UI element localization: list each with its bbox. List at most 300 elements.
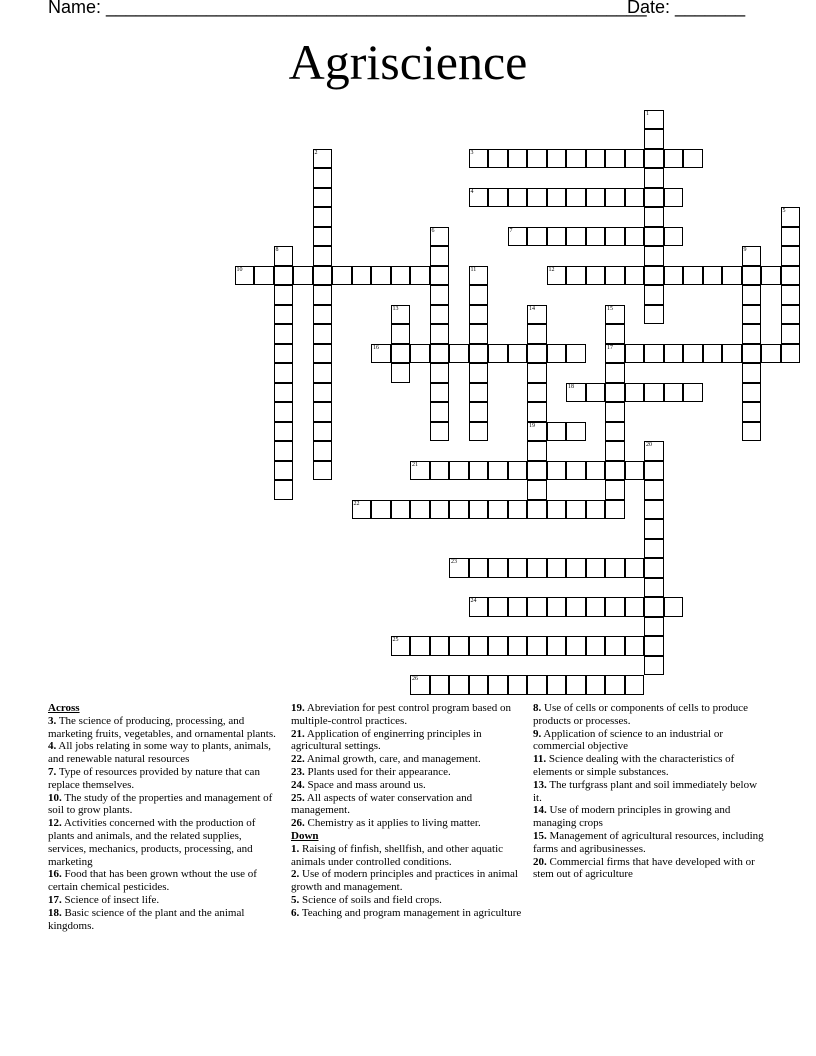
- grid-cell[interactable]: [664, 188, 684, 208]
- grid-cell[interactable]: [527, 675, 547, 695]
- grid-cell[interactable]: [605, 305, 625, 325]
- grid-cell[interactable]: [430, 636, 450, 656]
- grid-cell[interactable]: [605, 266, 625, 286]
- grid-cell[interactable]: [527, 461, 547, 481]
- grid-cell[interactable]: [313, 305, 333, 325]
- grid-cell[interactable]: [391, 266, 411, 286]
- grid-cell[interactable]: [410, 675, 430, 695]
- clue-text: Science of soils and field crops.: [302, 893, 442, 906]
- grid-cell[interactable]: [605, 363, 625, 383]
- grid-cell[interactable]: [605, 188, 625, 208]
- grid-cell[interactable]: [605, 344, 625, 364]
- grid-cell[interactable]: [683, 266, 703, 286]
- grid-cell[interactable]: [274, 266, 294, 286]
- grid-cell[interactable]: [352, 266, 372, 286]
- across-clue: [291, 702, 523, 728]
- grid-cell[interactable]: [293, 266, 313, 286]
- down-clue: [533, 753, 765, 779]
- clue-number: 8: [275, 247, 279, 253]
- grid-cell[interactable]: [547, 597, 567, 617]
- grid-cell[interactable]: [527, 188, 547, 208]
- grid-cell[interactable]: [644, 539, 664, 559]
- grid-cell[interactable]: [430, 285, 450, 305]
- grid-cell[interactable]: [410, 344, 430, 364]
- grid-cell[interactable]: [274, 363, 294, 383]
- grid-cell[interactable]: [274, 344, 294, 364]
- grid-cell[interactable]: [664, 597, 684, 617]
- grid-cell[interactable]: [605, 500, 625, 520]
- clue-number: 25: [392, 637, 399, 643]
- grid-cell[interactable]: [547, 500, 567, 520]
- grid-cell[interactable]: [547, 636, 567, 656]
- clue-column-2: [291, 702, 523, 920]
- clue-text: Animal growth, care, and management.: [306, 753, 481, 766]
- clue-column-1: [48, 702, 280, 932]
- across-clue: [291, 792, 523, 818]
- clue-number: 3: [470, 149, 474, 156]
- grid-cell[interactable]: [508, 500, 528, 520]
- clue-number: 7: [509, 227, 513, 234]
- grid-cell[interactable]: [781, 207, 801, 227]
- grid-cell[interactable]: [313, 422, 333, 442]
- grid-cell[interactable]: [644, 129, 664, 149]
- grid-cell[interactable]: [644, 168, 664, 188]
- grid-cell[interactable]: [644, 519, 664, 539]
- clue-text: The turfgrass plant and soil immediately below it.: [533, 778, 758, 804]
- grid-cell[interactable]: [605, 441, 625, 461]
- grid-cell[interactable]: [488, 149, 508, 169]
- grid-cell[interactable]: [742, 246, 762, 266]
- grid-cell[interactable]: [781, 266, 801, 286]
- grid-cell[interactable]: [644, 578, 664, 598]
- grid-cell[interactable]: [625, 461, 645, 481]
- grid-cell[interactable]: [469, 461, 489, 481]
- grid-cell[interactable]: [488, 188, 508, 208]
- across-clue: [48, 907, 280, 933]
- grid-cell[interactable]: [644, 558, 664, 578]
- grid-cell[interactable]: [313, 246, 333, 266]
- down-clue: [291, 843, 523, 869]
- grid-cell[interactable]: [527, 324, 547, 344]
- clue-number: 17: [607, 344, 613, 351]
- grid-cell[interactable]: [605, 383, 625, 403]
- grid-cell[interactable]: [313, 324, 333, 344]
- grid-cell[interactable]: [430, 246, 450, 266]
- grid-cell[interactable]: [625, 597, 645, 617]
- grid-cell[interactable]: [566, 344, 586, 364]
- grid-cell[interactable]: [313, 188, 333, 208]
- grid-cell[interactable]: [469, 149, 489, 169]
- grid-cell[interactable]: [781, 324, 801, 344]
- grid-cell[interactable]: [644, 207, 664, 227]
- grid-cell[interactable]: [781, 227, 801, 247]
- grid-cell[interactable]: [508, 597, 528, 617]
- grid-cell[interactable]: [313, 402, 333, 422]
- grid-cell[interactable]: [391, 363, 411, 383]
- clue-text: Use of modern principles and practices in animal growth and management.: [291, 868, 518, 894]
- grid-cell[interactable]: [664, 344, 684, 364]
- grid-cell[interactable]: [313, 383, 333, 403]
- grid-cell[interactable]: [527, 500, 547, 520]
- grid-cell[interactable]: [547, 422, 567, 442]
- grid-cell[interactable]: [644, 285, 664, 305]
- clue-number-label: 18.: [48, 906, 62, 919]
- grid-cell[interactable]: [527, 363, 547, 383]
- grid-cell[interactable]: [371, 500, 391, 520]
- grid-cell[interactable]: [722, 266, 742, 286]
- grid-cell[interactable]: [313, 461, 333, 481]
- grid-cell[interactable]: [586, 188, 606, 208]
- grid-cell[interactable]: [313, 207, 333, 227]
- grid-cell[interactable]: [430, 363, 450, 383]
- grid-cell[interactable]: [566, 383, 586, 403]
- grid-cell[interactable]: [254, 266, 274, 286]
- grid-cell[interactable]: [449, 500, 469, 520]
- grid-cell[interactable]: [527, 480, 547, 500]
- grid-cell[interactable]: [527, 558, 547, 578]
- grid-cell[interactable]: [605, 402, 625, 422]
- grid-cell[interactable]: [274, 305, 294, 325]
- grid-cell[interactable]: [586, 266, 606, 286]
- grid-cell[interactable]: [547, 461, 567, 481]
- clue-number-label: 23.: [291, 765, 305, 778]
- grid-cell[interactable]: [508, 675, 528, 695]
- grid-cell[interactable]: [449, 461, 469, 481]
- clue-number: 1: [646, 110, 649, 117]
- grid-cell[interactable]: [274, 402, 294, 422]
- grid-cell[interactable]: [508, 188, 528, 208]
- grid-cell[interactable]: [742, 363, 762, 383]
- grid-cell[interactable]: [313, 285, 333, 305]
- grid-cell[interactable]: [644, 656, 664, 676]
- grid-cell[interactable]: [683, 149, 703, 169]
- grid-cell[interactable]: [430, 266, 450, 286]
- grid-cell[interactable]: [586, 636, 606, 656]
- grid-cell[interactable]: [274, 383, 294, 403]
- grid-cell[interactable]: [449, 344, 469, 364]
- grid-cell[interactable]: [566, 636, 586, 656]
- grid-cell[interactable]: [547, 344, 567, 364]
- grid-cell[interactable]: [742, 324, 762, 344]
- down-clue: [291, 868, 523, 894]
- grid-cell[interactable]: [469, 422, 489, 442]
- across-clue: [291, 817, 523, 830]
- clue-text: Application of enginerring principles in agricultural settings.: [291, 727, 482, 753]
- grid-cell[interactable]: [488, 344, 508, 364]
- grid-cell[interactable]: [625, 266, 645, 286]
- grid-cell[interactable]: [430, 344, 450, 364]
- grid-cell[interactable]: [449, 558, 469, 578]
- grid-cell[interactable]: [566, 149, 586, 169]
- grid-cell[interactable]: [469, 402, 489, 422]
- grid-cell[interactable]: [547, 266, 567, 286]
- grid-cell[interactable]: [605, 461, 625, 481]
- grid-cell[interactable]: [391, 500, 411, 520]
- clue-number-label: 22.: [291, 753, 305, 766]
- grid-cell[interactable]: [313, 266, 333, 286]
- grid-cell[interactable]: [313, 363, 333, 383]
- grid-cell[interactable]: [469, 344, 489, 364]
- grid-cell[interactable]: [430, 227, 450, 247]
- grid-cell[interactable]: [391, 305, 411, 325]
- grid-cell[interactable]: [410, 266, 430, 286]
- grid-cell[interactable]: [527, 344, 547, 364]
- grid-cell[interactable]: [527, 227, 547, 247]
- grid-cell[interactable]: [274, 285, 294, 305]
- grid-cell[interactable]: [586, 597, 606, 617]
- grid-cell[interactable]: [430, 402, 450, 422]
- clue-number: 13: [392, 305, 399, 312]
- grid-cell[interactable]: [527, 422, 547, 442]
- grid-cell[interactable]: [469, 636, 489, 656]
- date-field[interactable]: Date: _______: [627, 0, 746, 17]
- grid-cell[interactable]: [605, 227, 625, 247]
- grid-cell[interactable]: [625, 188, 645, 208]
- clue-number-label: 8.: [533, 702, 542, 714]
- clue-number: 26: [412, 676, 418, 682]
- grid-cell[interactable]: [644, 383, 664, 403]
- grid-cell[interactable]: [527, 441, 547, 461]
- grid-cell[interactable]: [644, 441, 664, 461]
- clue-number-label: 6.: [291, 906, 300, 919]
- grid-cell[interactable]: [430, 324, 450, 344]
- grid-cell[interactable]: [508, 344, 528, 364]
- grid-cell[interactable]: [644, 344, 664, 364]
- grid-cell[interactable]: [371, 344, 391, 364]
- grid-cell[interactable]: [547, 149, 567, 169]
- grid-cell[interactable]: [469, 558, 489, 578]
- grid-cell[interactable]: [547, 227, 567, 247]
- grid-cell[interactable]: [566, 422, 586, 442]
- grid-cell[interactable]: [488, 558, 508, 578]
- grid-cell[interactable]: [527, 636, 547, 656]
- grid-cell[interactable]: [664, 149, 684, 169]
- grid-cell[interactable]: [391, 344, 411, 364]
- grid-cell[interactable]: [410, 636, 430, 656]
- grid-cell[interactable]: [469, 188, 489, 208]
- grid-cell[interactable]: [644, 461, 664, 481]
- grid-cell[interactable]: [586, 383, 606, 403]
- down-clue: [533, 804, 765, 830]
- grid-cell[interactable]: [527, 597, 547, 617]
- grid-cell[interactable]: [703, 266, 723, 286]
- grid-cell[interactable]: [644, 110, 664, 130]
- grid-cell[interactable]: [644, 305, 664, 325]
- grid-cell[interactable]: [547, 558, 567, 578]
- grid-cell[interactable]: [469, 383, 489, 403]
- grid-cell[interactable]: [274, 422, 294, 442]
- grid-cell[interactable]: [352, 500, 372, 520]
- clue-number-label: 20.: [533, 855, 547, 868]
- clue-text: Plants used for their appearance.: [307, 765, 451, 778]
- grid-cell[interactable]: [664, 383, 684, 403]
- grid-cell[interactable]: [644, 227, 664, 247]
- grid-cell[interactable]: [625, 383, 645, 403]
- grid-cell[interactable]: [742, 285, 762, 305]
- grid-cell[interactable]: [761, 344, 781, 364]
- grid-cell[interactable]: [391, 636, 411, 656]
- grid-cell[interactable]: [781, 285, 801, 305]
- grid-cell[interactable]: [625, 636, 645, 656]
- grid-cell[interactable]: [566, 500, 586, 520]
- grid-cell[interactable]: [527, 305, 547, 325]
- grid-cell[interactable]: [566, 461, 586, 481]
- grid-cell[interactable]: [742, 344, 762, 364]
- grid-cell[interactable]: [566, 266, 586, 286]
- grid-cell[interactable]: [508, 227, 528, 247]
- grid-cell[interactable]: [274, 461, 294, 481]
- grid-cell[interactable]: [391, 324, 411, 344]
- grid-cell[interactable]: [644, 246, 664, 266]
- clue-number: 5: [782, 208, 786, 214]
- grid-cell[interactable]: [449, 636, 469, 656]
- grid-cell[interactable]: [605, 480, 625, 500]
- grid-cell[interactable]: [644, 500, 664, 520]
- grid-cell[interactable]: [566, 188, 586, 208]
- grid-cell[interactable]: [722, 344, 742, 364]
- clue-number: 9: [743, 247, 747, 253]
- grid-cell[interactable]: [469, 500, 489, 520]
- name-field[interactable]: Name: ______________________________________________________: [48, 0, 647, 17]
- grid-cell[interactable]: [644, 266, 664, 286]
- grid-cell[interactable]: [430, 383, 450, 403]
- grid-cell[interactable]: [508, 461, 528, 481]
- grid-cell[interactable]: [527, 383, 547, 403]
- grid-cell[interactable]: [586, 500, 606, 520]
- grid-cell[interactable]: [625, 149, 645, 169]
- grid-cell[interactable]: [430, 500, 450, 520]
- clue-text: Science dealing with the characteristics of elements or simple substances.: [533, 753, 735, 778]
- grid-cell[interactable]: [664, 266, 684, 286]
- down-clue: [533, 728, 765, 754]
- grid-cell[interactable]: [488, 597, 508, 617]
- grid-cell[interactable]: [469, 675, 489, 695]
- grid-cell[interactable]: [449, 675, 469, 695]
- grid-cell[interactable]: [566, 675, 586, 695]
- grid-cell[interactable]: [527, 402, 547, 422]
- grid-cell[interactable]: [644, 480, 664, 500]
- clue-number: 20: [646, 442, 652, 448]
- grid-cell[interactable]: [644, 617, 664, 637]
- grid-cell[interactable]: [274, 324, 294, 344]
- grid-cell[interactable]: [781, 305, 801, 325]
- grid-cell[interactable]: [644, 636, 664, 656]
- grid-cell[interactable]: [235, 266, 255, 286]
- clue-text: All jobs relating in some way to plants, animals, and renewable natural resources: [48, 740, 272, 766]
- grid-cell[interactable]: [586, 461, 606, 481]
- grid-cell[interactable]: [332, 266, 352, 286]
- grid-cell[interactable]: [488, 636, 508, 656]
- clue-number-label: 3.: [48, 714, 57, 727]
- clue-number: 14: [529, 305, 535, 312]
- grid-cell[interactable]: [605, 675, 625, 695]
- grid-cell[interactable]: [566, 597, 586, 617]
- grid-cell[interactable]: [508, 558, 528, 578]
- grid-cell[interactable]: [605, 149, 625, 169]
- clue-number: 16: [373, 344, 379, 351]
- grid-cell[interactable]: [469, 324, 489, 344]
- grid-cell[interactable]: [430, 675, 450, 695]
- grid-cell[interactable]: [547, 188, 567, 208]
- grid-cell[interactable]: [605, 636, 625, 656]
- grid-cell[interactable]: [605, 597, 625, 617]
- grid-cell[interactable]: [566, 227, 586, 247]
- grid-cell[interactable]: [683, 344, 703, 364]
- grid-cell[interactable]: [644, 149, 664, 169]
- grid-cell[interactable]: [313, 441, 333, 461]
- clue-number: 11: [470, 266, 477, 273]
- grid-cell[interactable]: [274, 246, 294, 266]
- grid-cell[interactable]: [664, 227, 684, 247]
- grid-cell[interactable]: [742, 422, 762, 442]
- grid-cell[interactable]: [371, 266, 391, 286]
- grid-cell[interactable]: [644, 597, 664, 617]
- grid-cell[interactable]: [430, 461, 450, 481]
- grid-cell[interactable]: [469, 266, 489, 286]
- grid-cell[interactable]: [547, 675, 567, 695]
- grid-cell[interactable]: [781, 344, 801, 364]
- grid-cell[interactable]: [274, 480, 294, 500]
- grid-cell[interactable]: [274, 441, 294, 461]
- grid-cell[interactable]: [605, 324, 625, 344]
- grid-cell[interactable]: [488, 500, 508, 520]
- grid-cell[interactable]: [761, 266, 781, 286]
- clue-number-label: 26.: [291, 817, 305, 830]
- grid-cell[interactable]: [644, 188, 664, 208]
- grid-cell[interactable]: [508, 636, 528, 656]
- grid-cell[interactable]: [625, 675, 645, 695]
- grid-cell[interactable]: [469, 305, 489, 325]
- grid-cell[interactable]: [586, 227, 606, 247]
- grid-cell[interactable]: [488, 461, 508, 481]
- grid-cell[interactable]: [469, 363, 489, 383]
- grid-cell[interactable]: [313, 149, 333, 169]
- grid-cell[interactable]: [683, 383, 703, 403]
- grid-cell[interactable]: [625, 558, 645, 578]
- clue-column-3: [533, 702, 765, 881]
- grid-cell[interactable]: [313, 168, 333, 188]
- across-clue: [291, 779, 523, 792]
- grid-cell[interactable]: [742, 266, 762, 286]
- grid-cell[interactable]: [781, 246, 801, 266]
- grid-cell[interactable]: [566, 558, 586, 578]
- grid-cell[interactable]: [625, 227, 645, 247]
- grid-cell[interactable]: [703, 344, 723, 364]
- grid-cell[interactable]: [430, 422, 450, 442]
- grid-cell[interactable]: [313, 344, 333, 364]
- grid-cell[interactable]: [586, 149, 606, 169]
- grid-cell[interactable]: [605, 422, 625, 442]
- grid-cell[interactable]: [508, 149, 528, 169]
- grid-cell[interactable]: [742, 305, 762, 325]
- grid-cell[interactable]: [586, 558, 606, 578]
- grid-cell[interactable]: [605, 558, 625, 578]
- clue-text: Space and mass around us.: [307, 778, 426, 791]
- grid-cell[interactable]: [410, 500, 430, 520]
- grid-cell[interactable]: [469, 597, 489, 617]
- grid-cell[interactable]: [625, 344, 645, 364]
- grid-cell[interactable]: [313, 227, 333, 247]
- grid-cell[interactable]: [586, 675, 606, 695]
- grid-cell[interactable]: [527, 149, 547, 169]
- grid-cell[interactable]: [430, 305, 450, 325]
- grid-cell[interactable]: [410, 461, 430, 481]
- clue-number-label: 17.: [48, 893, 62, 906]
- grid-cell[interactable]: [742, 383, 762, 403]
- grid-cell[interactable]: [469, 285, 489, 305]
- grid-cell[interactable]: [488, 675, 508, 695]
- grid-cell[interactable]: [742, 402, 762, 422]
